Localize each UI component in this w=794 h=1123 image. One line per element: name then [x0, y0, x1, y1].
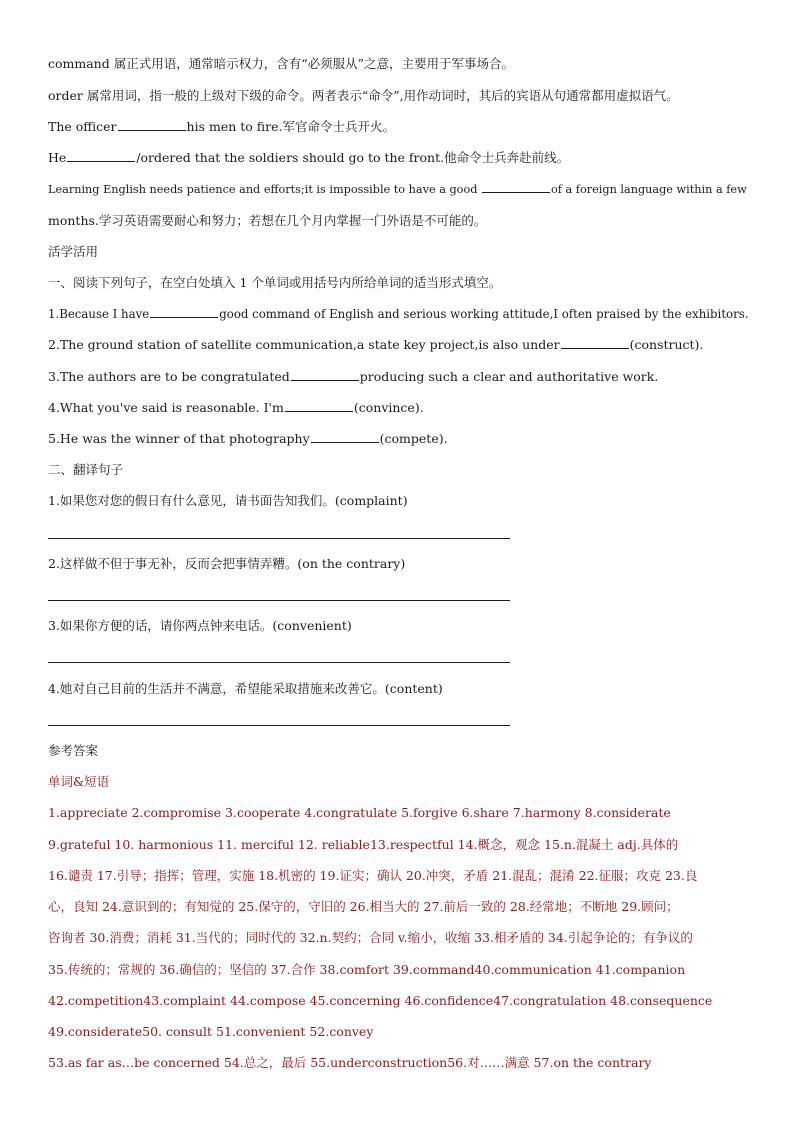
fill-blank[interactable]	[67, 149, 135, 162]
fill-blank[interactable]	[311, 430, 379, 443]
answer-line-9: 53.as far as…be concerned 54.总之，最后 55.underconstruction56.对……满意 57.on the contrary	[48, 1055, 652, 1070]
practice-heading: 活学活用	[48, 244, 99, 259]
answer-line-2: 9.grateful 10. harmonious 11. merciful 12. reliable13.respectful 14.概念，观念 15.n.混凝土 adj.具体的	[48, 837, 679, 852]
question-4: 4.What you've said is reasonable. I'm (convince).	[48, 400, 424, 415]
fill-blank[interactable]	[291, 368, 359, 381]
fill-blank[interactable]	[118, 118, 186, 131]
question-3: 3.The authors are to be congratulated producing such a clear and authoritative work.	[48, 369, 659, 384]
answer-line-4: 心，良知 24.意识到的；有知觉的 25.保守的，守旧的 26.相当大的 27.前后一致的 28.经常地；不断地 29.顾问；	[48, 899, 679, 914]
translation-1: 1.如果您对您的假日有什么意见，请书面告知我们。(complaint)	[48, 493, 408, 508]
translation-2: 2.这样做不但于事无补，反而会把事情弄糟。(on the contrary)	[48, 556, 406, 571]
answer-line[interactable]	[48, 725, 510, 726]
answer-line[interactable]	[48, 600, 510, 601]
answer-line-3: 16.谴责 17.引导；指挥；管理，实施 18.机密的 19.证实；确认 20.冲突，矛盾 21.混乱；混淆 22.征服；攻克 23.良	[48, 868, 698, 883]
answers-subheading: 单词&短语	[48, 774, 110, 789]
example-3-translation: months.学习英语需要耐心和努力；若想在几个月内掌握一门外语是不可能的。	[48, 213, 487, 228]
answer-line[interactable]	[48, 662, 510, 663]
part1-title: 一、阅读下列句子，在空白处填入 1 个单词或用括号内所给单词的适当形式填空。	[48, 275, 502, 290]
answer-line-6: 35.传统的；常规的 36.确信的；坚信的 37.合作 38.comfort 39.command40.communication 41.companion	[48, 962, 686, 977]
translation-4: 4.她对自己目前的生活并不满意，希望能采取措施来改善它。(content)	[48, 681, 443, 696]
answer-line-7: 42.competition43.complaint 44.compose 45.concerning 46.confidence47.congratulation 48.consequence	[48, 993, 713, 1008]
example-1: The officer his men to fire.军官命令士兵开火。	[48, 119, 395, 134]
question-1: 1.Because I have good command of English and serious working attitude,I often praised by the exhibitors.	[48, 307, 749, 321]
command-note: command 属正式用语，通常暗示权力，含有“必须服从”之意，主要用于军事场合。	[48, 56, 514, 71]
question-2: 2.The ground station of satellite communication,a state key project,is also under (construct).	[48, 337, 704, 352]
part2-title: 二、翻译句子	[48, 462, 124, 477]
answer-line-5: 咨询者 30.消费；消耗 31.当代的；同时代的 32.n.契约；合同 v.缩小，收缩 33.相矛盾的 34.引起争论的；有争议的	[48, 930, 693, 945]
fill-blank[interactable]	[561, 336, 629, 349]
translation-3: 3.如果你方便的话，请你两点钟来电话。(convenient)	[48, 618, 352, 633]
example-2: He /ordered that the soldiers should go to the front.他命令士兵奔赴前线。	[48, 150, 570, 165]
answer-line[interactable]	[48, 538, 510, 539]
answers-heading: 参考答案	[48, 743, 99, 758]
fill-blank[interactable]	[482, 180, 550, 193]
example-3: Learning English needs patience and efforts;it is impossible to have a good of a foreign language within a few	[48, 180, 747, 199]
answer-line-1: 1.appreciate 2.compromise 3.cooperate 4.congratulate 5.forgive 6.share 7.harmony 8.considerate	[48, 805, 671, 820]
fill-blank[interactable]	[150, 305, 218, 318]
order-note: order 属常用词，指一般的上级对下级的命令。两者表示“命令”,用作动词时，其后的宾语从句通常都用虚拟语气。	[48, 88, 679, 103]
fill-blank[interactable]	[285, 399, 353, 412]
answer-line-8: 49.considerate50. consult 51.convenient 52.convey	[48, 1024, 374, 1039]
question-5: 5.He was the winner of that photography (compete).	[48, 431, 448, 446]
